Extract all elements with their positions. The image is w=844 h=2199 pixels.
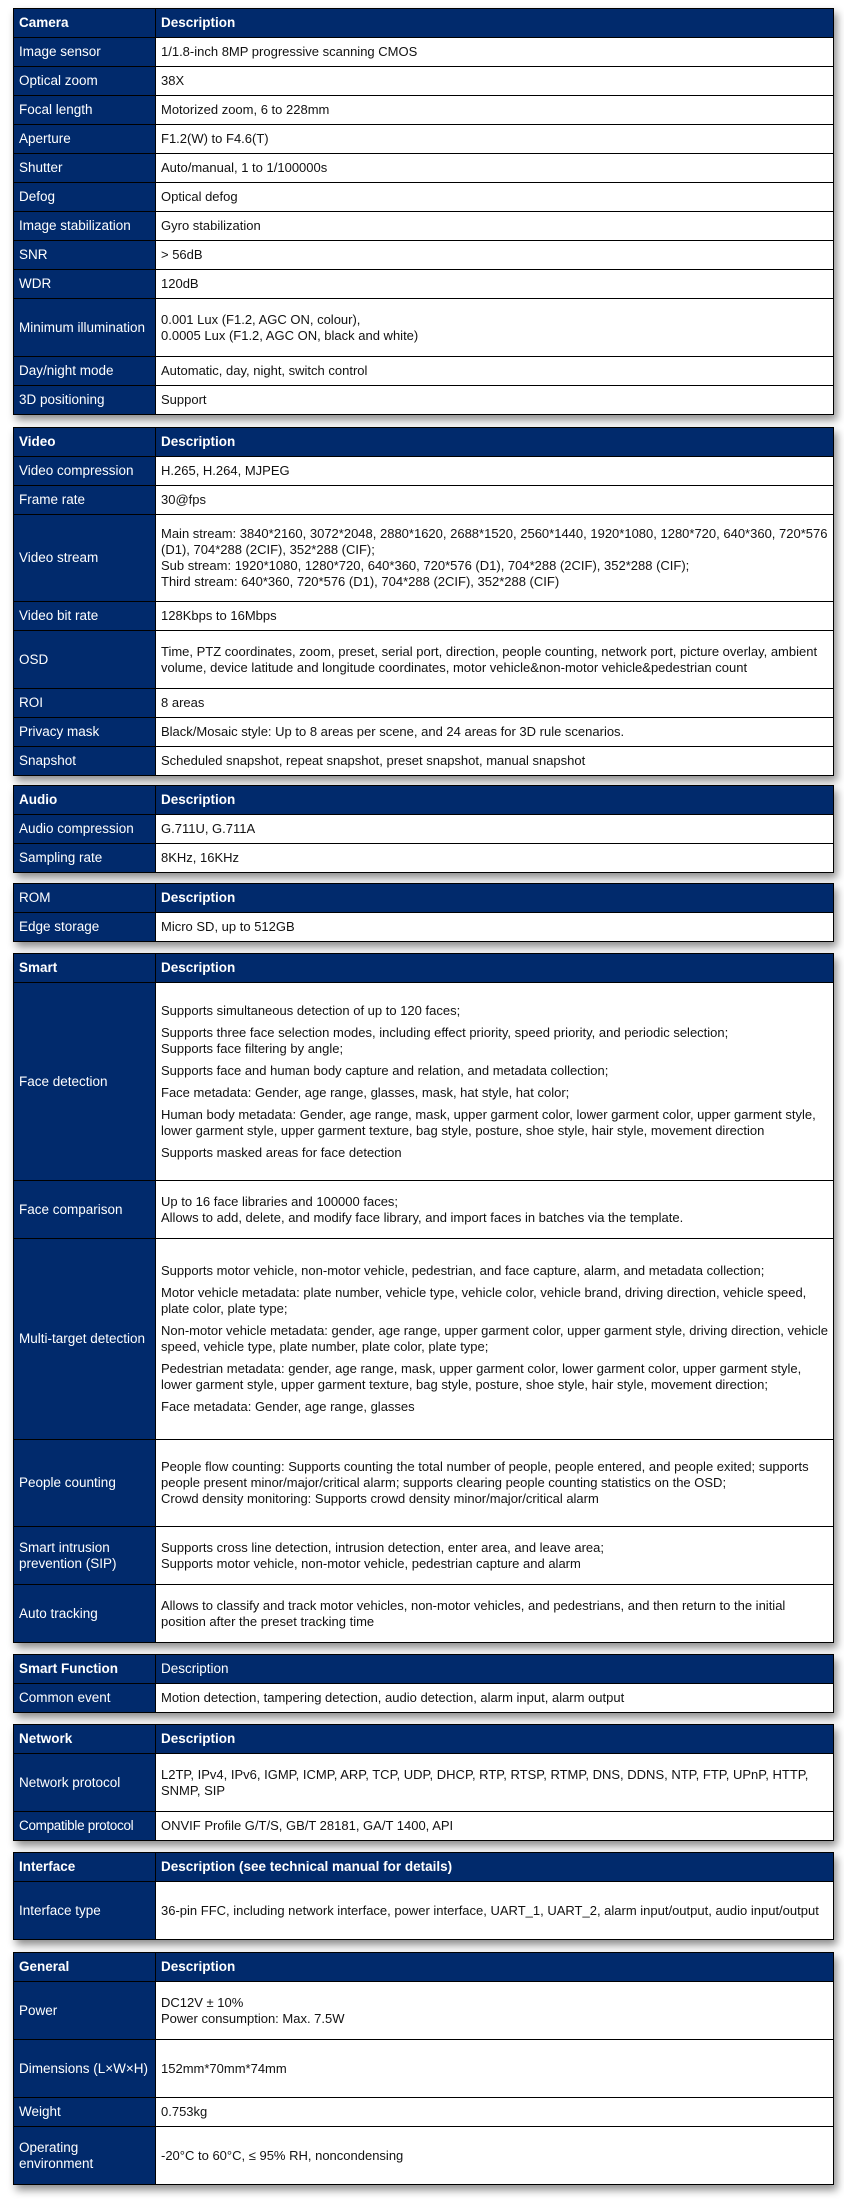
row-label: Operating environment [14, 2127, 156, 2185]
row-value: 30@fps [156, 486, 834, 515]
description-header: Description (see technical manual for details) [156, 1853, 834, 1882]
row-label: Focal length [14, 96, 156, 125]
row-value: Up to 16 face libraries and 100000 faces; Allows to add, delete, and modify face library, and import faces in batches via the template. [156, 1181, 834, 1239]
row-label: Video compression [14, 457, 156, 486]
row-value: Support [156, 386, 834, 415]
table-row [14, 689, 834, 718]
row-value: Supports motor vehicle, non-motor vehicle, pedestrian, and face capture, alarm, and metadata collection; Motor vehicle metadata: plate number, vehicle type, vehicle color, vehicle brand, driving direction, vehicle speed, plate color, plate type; Non-motor vehicle metadata: gender, age range, upper garment color, upper garment style, driving direction, vehicle speed, vehicle type, plate number, plate color, plate type; Pedestrian metadata: gender, age range, mask, upper garment color, lower garment color, upper garment style, lower garment style, upper garment texture, bag style, posture, shoe style, hair style, movement direction; Face metadata: Gender, age range, glasses [156, 1239, 834, 1440]
table-header [14, 1853, 834, 1882]
smart-spec-table [13, 953, 834, 1643]
description-header: Description [156, 1655, 834, 1684]
row-label: Optical zoom [14, 67, 156, 96]
section-title: Smart Function [14, 1655, 156, 1684]
row-label: Face comparison [14, 1181, 156, 1239]
row-value: Motorized zoom, 6 to 228mm [156, 96, 834, 125]
row-label: Network protocol [14, 1754, 156, 1812]
table-header [14, 1725, 834, 1754]
table-row [14, 299, 834, 357]
row-label: Auto tracking [14, 1585, 156, 1643]
row-value: Allows to classify and track motor vehicles, non-motor vehicles, and pedestrians, and then return to the initial position after the preset tracking time [156, 1585, 834, 1643]
row-label: Aperture [14, 125, 156, 154]
table-row [14, 1440, 834, 1527]
row-value: 152mm*70mm*74mm [156, 2040, 834, 2098]
table-header [14, 884, 834, 913]
table-row [14, 631, 834, 689]
row-value: 120dB [156, 270, 834, 299]
table-row [14, 815, 834, 844]
video-spec-table [13, 427, 834, 776]
row-value: 8 areas [156, 689, 834, 718]
table-row [14, 1684, 834, 1713]
audio-spec-table [13, 785, 834, 873]
row-value: F1.2(W) to F4.6(T) [156, 125, 834, 154]
table-row [14, 1181, 834, 1239]
row-value: People flow counting: Supports counting the total number of people, people entered, and people exited; supports people present minor/major/critical alarm; supports clearing people counting statistics on the OSD; Crowd density monitoring: Supports crowd density minor/major/critical alarm [156, 1440, 834, 1527]
table-row [14, 183, 834, 212]
description-header: Description [156, 1725, 834, 1754]
row-value: 36-pin FFC, including network interface, power interface, UART_1, UART_2, alarm input/output, audio input/output [156, 1882, 834, 1940]
table-row [14, 1882, 834, 1940]
row-value: Micro SD, up to 512GB [156, 913, 834, 942]
description-header: Description [156, 954, 834, 983]
row-value: > 56dB [156, 241, 834, 270]
row-label: SNR [14, 241, 156, 270]
smart-function-spec-table [13, 1654, 834, 1713]
row-label: Edge storage [14, 913, 156, 942]
row-value: Supports simultaneous detection of up to 120 faces; Supports three face selection modes, including effect priority, speed priority, and periodic selection; Supports face filtering by angle; Supports face and human body capture and relation, and metadata collection; Face metadata: Gender, age range, glasses, mask, hat style, hat color; Human body metadata: Gender, age range, mask, upper garment color, lower garment color, upper garment style, lower garment style, upper garment texture, bag style, posture, shoe style, hair style, movement direction Supports masked areas for face detection [156, 983, 834, 1181]
row-label: ROI [14, 689, 156, 718]
row-label: Video bit rate [14, 602, 156, 631]
row-label: Image sensor [14, 38, 156, 67]
row-value: 8KHz, 16KHz [156, 844, 834, 873]
row-label: Video stream [14, 515, 156, 602]
description-header: Description [156, 884, 834, 913]
table-row [14, 1982, 834, 2040]
table-row [14, 457, 834, 486]
table-row [14, 844, 834, 873]
row-label: Compatible protocol [14, 1812, 156, 1841]
table-row [14, 357, 834, 386]
section-title: Audio [14, 786, 156, 815]
row-value: H.265, H.264, MJPEG [156, 457, 834, 486]
row-label: Image stabilization [14, 212, 156, 241]
section-title: Smart [14, 954, 156, 983]
table-row [14, 270, 834, 299]
table-row [14, 1812, 834, 1841]
rom-spec-table [13, 883, 834, 942]
row-value: Time, PTZ coordinates, zoom, preset, serial port, direction, people counting, network port, picture overlay, ambient volume, device latitude and longitude coordinates, motor vehicle&non-motor vehicle&pedestrian count [156, 631, 834, 689]
description-header: Description [156, 1953, 834, 1982]
section-title: ROM [14, 884, 156, 913]
row-label: Common event [14, 1684, 156, 1713]
table-row [14, 67, 834, 96]
table-row [14, 1585, 834, 1643]
row-value: Supports cross line detection, intrusion detection, enter area, and leave area; Supports motor vehicle, non-motor vehicle, pedestrian capture and alarm [156, 1527, 834, 1585]
row-label: Shutter [14, 154, 156, 183]
row-value: Scheduled snapshot, repeat snapshot, preset snapshot, manual snapshot [156, 747, 834, 776]
table-header [14, 9, 834, 38]
description-header: Description [156, 786, 834, 815]
row-label: 3D positioning [14, 386, 156, 415]
description-header: Description [156, 9, 834, 38]
row-label: Smart intrusion prevention (SIP) [14, 1527, 156, 1585]
table-row [14, 125, 834, 154]
row-label: Multi-target detection [14, 1239, 156, 1440]
row-value: -20°C to 60°C, ≤ 95% RH, noncondensing [156, 2127, 834, 2185]
table-header [14, 1655, 834, 1684]
network-spec-table [13, 1724, 834, 1841]
section-title: Camera [14, 9, 156, 38]
table-header [14, 954, 834, 983]
row-value: 0.001 Lux (F1.2, AGC ON, colour), 0.0005 Lux (F1.2, AGC ON, black and white) [156, 299, 834, 357]
row-label: Dimensions (L×W×H) [14, 2040, 156, 2098]
description-header: Description [156, 428, 834, 457]
row-value: 1/1.8-inch 8MP progressive scanning CMOS [156, 38, 834, 67]
row-value: Optical defog [156, 183, 834, 212]
row-label: Day/night mode [14, 357, 156, 386]
row-label: Sampling rate [14, 844, 156, 873]
table-row [14, 154, 834, 183]
table-row [14, 386, 834, 415]
row-label: People counting [14, 1440, 156, 1527]
table-row [14, 1754, 834, 1812]
row-value: G.711U, G.711A [156, 815, 834, 844]
table-row [14, 983, 834, 1181]
table-row [14, 747, 834, 776]
row-value: Motion detection, tampering detection, audio detection, alarm input, alarm output [156, 1684, 834, 1713]
table-row [14, 1239, 834, 1440]
table-header [14, 786, 834, 815]
table-header [14, 428, 834, 457]
row-label: OSD [14, 631, 156, 689]
row-label: Frame rate [14, 486, 156, 515]
row-label: Minimum illumination [14, 299, 156, 357]
row-value: Main stream: 3840*2160, 3072*2048, 2880*1620, 2688*1520, 2560*1440, 1920*1080, 1280*720, 640*360, 720*576 (D1), 704*288 (2CIF), 352*288 (CIF); Sub stream: 1920*1080, 1280*720, 640*360, 720*576 (D1), 704*288 (2CIF), 352*288 (CIF); Third stream: 640*360, 720*576 (D1), 704*288 (2CIF), 352*288 (CIF) [156, 515, 834, 602]
section-title: Interface [14, 1853, 156, 1882]
row-label: Privacy mask [14, 718, 156, 747]
table-row [14, 2098, 834, 2127]
table-row [14, 2040, 834, 2098]
table-row [14, 241, 834, 270]
row-label: Face detection [14, 983, 156, 1181]
row-label: Audio compression [14, 815, 156, 844]
table-header [14, 1953, 834, 1982]
row-value: 38X [156, 67, 834, 96]
table-row [14, 212, 834, 241]
row-value: Auto/manual, 1 to 1/100000s [156, 154, 834, 183]
table-row [14, 2127, 834, 2185]
row-value: Automatic, day, night, switch control [156, 357, 834, 386]
section-title: Network [14, 1725, 156, 1754]
row-value: L2TP, IPv4, IPv6, IGMP, ICMP, ARP, TCP, UDP, DHCP, RTP, RTSP, RTMP, DNS, DDNS, NTP, FTP, UPnP, HTTP, SNMP, SIP [156, 1754, 834, 1812]
camera-spec-table [13, 8, 834, 415]
table-row [14, 1527, 834, 1585]
table-row [14, 38, 834, 67]
row-value: Black/Mosaic style: Up to 8 areas per scene, and 24 areas for 3D rule scenarios. [156, 718, 834, 747]
row-label: Defog [14, 183, 156, 212]
table-row [14, 96, 834, 125]
row-value: ONVIF Profile G/T/S, GB/T 28181, GA/T 1400, API [156, 1812, 834, 1841]
row-value: 128Kbps to 16Mbps [156, 602, 834, 631]
general-spec-table [13, 1952, 834, 2185]
row-label: Power [14, 1982, 156, 2040]
section-title: Video [14, 428, 156, 457]
row-label: Interface type [14, 1882, 156, 1940]
row-label: Snapshot [14, 747, 156, 776]
row-value: 0.753kg [156, 2098, 834, 2127]
table-row [14, 486, 834, 515]
interface-spec-table [13, 1852, 834, 1940]
table-row [14, 515, 834, 602]
table-row [14, 602, 834, 631]
row-label: Weight [14, 2098, 156, 2127]
table-row [14, 913, 834, 942]
row-label: WDR [14, 270, 156, 299]
section-title: General [14, 1953, 156, 1982]
table-row [14, 718, 834, 747]
row-value: Gyro stabilization [156, 212, 834, 241]
row-value: DC12V ± 10% Power consumption: Max. 7.5W [156, 1982, 834, 2040]
